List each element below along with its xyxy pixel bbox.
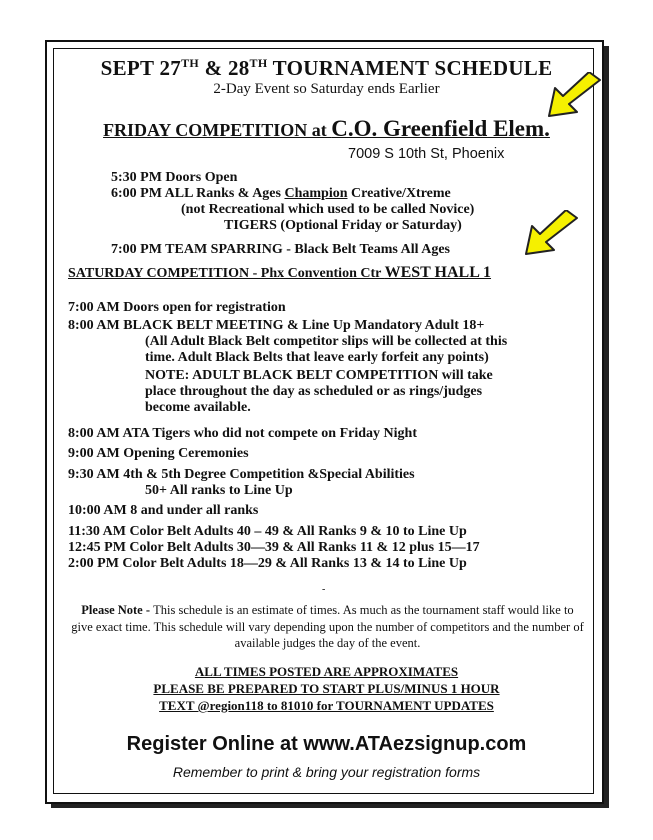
saturday-line: 9:00 AM Opening Ceremonies (68, 446, 249, 461)
saturday-line: 8:00 AM BLACK BELT MEETING & Line Up Mandatory Adult 18+ (68, 318, 485, 333)
saturday-heading: SATURDAY COMPETITION - Phx Convention Ctr WEST HALL 1 (68, 264, 492, 281)
saturday-line: 10:00 AM 8 and under all ranks (68, 503, 259, 518)
register-online: Register Online at www.ATAezsignup.com (126, 733, 527, 755)
saturday-line: 50+ All ranks to Line Up (145, 483, 293, 498)
friday-heading: FRIDAY COMPETITION at C.O. Greenfield Elem. (103, 116, 550, 141)
saturday-line: become available. (145, 400, 251, 415)
friday-line: 5:30 PM Doors Open (111, 170, 238, 185)
friday-address: 7009 S 10th St, Phoenix (348, 146, 505, 162)
caps-line: PLEASE BE PREPARED TO START PLUS/MINUS 1 HOUR (153, 681, 500, 696)
arrow-icon (545, 72, 605, 122)
saturday-line: 9:30 AM 4th & 5th Degree Competition &Special Abilities (68, 467, 415, 482)
saturday-line: 8:00 AM ATA Tigers who did not compete on Friday Night (68, 426, 417, 441)
separator-dash: - (322, 584, 326, 595)
caps-line: ALL TIMES POSTED ARE APPROXIMATES (194, 664, 459, 679)
saturday-line: place throughout the day as scheduled or as rings/judges (145, 384, 483, 399)
friday-line: 6:00 PM ALL Ranks & Ages Champion Creative/Xtreme (111, 186, 451, 201)
saturday-line: time. Adult Black Belts that leave early forfeit any points) (145, 350, 489, 365)
reminder: Remember to print & bring your registration forms (172, 764, 481, 780)
saturday-line: 12:45 PM Color Belt Adults 30—39 & All Ranks 11 & 12 plus 15—17 (68, 540, 480, 555)
saturday-line: 2:00 PM Color Belt Adults 18—29 & All Ranks 13 & 14 to Line Up (68, 556, 467, 571)
friday-line: TIGERS (Optional Friday or Saturday) (224, 218, 462, 233)
caps-line: TEXT @region118 to 81010 for TOURNAMENT UPDATES (159, 698, 494, 713)
arrow-icon (522, 210, 582, 260)
friday-line: (not Recreational which used to be called Novice) (181, 202, 475, 217)
please-note: Please Note - This schedule is an estimate of times. As much as the tournament staff would like to give exact time. This schedule will vary depending upon the number of competitors and the number of available judges the day of the event. (71, 603, 584, 650)
saturday-line: 11:30 AM Color Belt Adults 40 – 49 & All Ranks 9 & 10 to Line Up (68, 524, 467, 539)
saturday-line: NOTE: ADULT BLACK BELT COMPETITION will take (145, 368, 493, 383)
saturday-line: (All Adult Black Belt competitor slips will be collected at this (145, 334, 508, 349)
schedule-title: SEPT 27TH & 28TH TOURNAMENT SCHEDULE (100, 56, 553, 80)
friday-line: 7:00 PM TEAM SPARRING - Black Belt Teams All Ages (111, 242, 450, 257)
subtitle: 2-Day Event so Saturday ends Earlier (213, 81, 440, 97)
saturday-line: 7:00 AM Doors open for registration (68, 300, 286, 315)
